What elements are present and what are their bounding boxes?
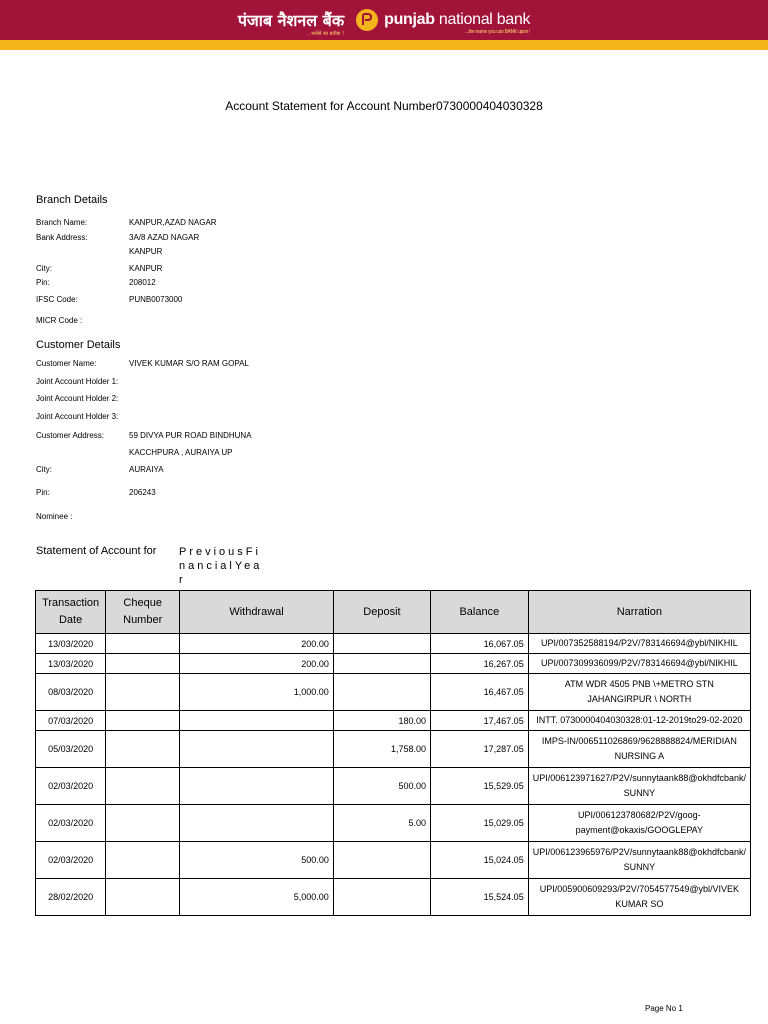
table-row <box>36 654 751 674</box>
table-row <box>36 731 751 768</box>
table-row <box>36 768 751 805</box>
header-strip <box>0 40 768 50</box>
bank-address-label: Bank Address: <box>36 233 88 242</box>
cell-cheque <box>106 634 180 654</box>
bank-name-hindi <box>237 9 345 37</box>
customer-name-label: Customer Name: <box>36 359 97 368</box>
ifsc-code-value: PUNB0073000 <box>129 295 183 304</box>
cell-withdrawal: 1,000.00 <box>180 674 334 711</box>
branch-name-label: Branch Name: <box>36 218 88 227</box>
cell-narration: UPI/006123965976/P2V/sunnytaank88@okhdfcbank/ SUNNY <box>528 842 750 879</box>
cell-narration: UPI/005900609293/P2V/7054577549@ybl/VIVEK KUMAR SO <box>528 879 750 916</box>
cell-withdrawal <box>180 768 334 805</box>
cell-deposit <box>333 634 430 654</box>
cell-date: 28/02/2020 <box>36 879 106 916</box>
cell-deposit: 1,758.00 <box>333 731 430 768</box>
cell-date: 13/03/2020 <box>36 654 106 674</box>
branch-name-value: KANPUR,AZAD NAGAR <box>129 218 217 227</box>
column-deposit: Deposit <box>333 591 430 634</box>
bank-name-english-prefix: punjab <box>384 11 435 28</box>
cell-narration: INTT. 0730000404030328:01-12-2019to29-02-2020 <box>528 711 750 731</box>
customer-pin-value: 206243 <box>129 488 156 497</box>
cell-narration: UPI/006123780682/P2V/goog- payment@okaxis/GOOGLEPAY <box>528 805 750 842</box>
statement-period-value: PreviousFinancialYear <box>179 546 263 586</box>
branch-city-value: KANPUR <box>129 264 163 273</box>
cell-deposit <box>333 842 430 879</box>
table-header-row <box>36 591 751 634</box>
customer-pin-label: Pin: <box>36 488 50 497</box>
branch-pin-value: 208012 <box>129 278 156 287</box>
table-row <box>36 711 751 731</box>
bank-name-english <box>384 11 531 35</box>
table-row <box>36 842 751 879</box>
cell-deposit <box>333 879 430 916</box>
cell-deposit: 500.00 <box>333 768 430 805</box>
bank-address-line1: 3A/8 AZAD NAGAR <box>129 233 200 242</box>
cell-balance: 16,467.05 <box>431 674 529 711</box>
customer-address-line2: KACCHPURA , AURAIYA UP <box>129 448 233 457</box>
cell-balance: 16,267.05 <box>431 654 529 674</box>
cell-date: 07/03/2020 <box>36 711 106 731</box>
cell-balance: 17,467.05 <box>431 711 529 731</box>
customer-address-label: Customer Address: <box>36 431 105 440</box>
table-row <box>36 634 751 654</box>
branch-pin-label: Pin: <box>36 278 50 287</box>
cell-balance: 15,529.05 <box>431 768 529 805</box>
cell-withdrawal: 500.00 <box>180 842 334 879</box>
page-number: Page No 1 <box>645 1004 683 1013</box>
cell-cheque <box>106 805 180 842</box>
customer-details-heading: Customer Details <box>36 339 121 351</box>
cell-narration: UPI/006123971627/P2V/sunnytaank88@okhdfcbank/ SUNNY <box>528 768 750 805</box>
joint-holder-1-label: Joint Account Holder 1: <box>36 377 119 386</box>
column-narration: Narration <box>528 591 750 634</box>
cell-deposit: 180.00 <box>333 711 430 731</box>
cell-narration: ATM WDR 4505 PNB \+METRO STN JAHANGIRPUR \ NORTH <box>528 674 750 711</box>
customer-city-label: City: <box>36 465 52 474</box>
cell-cheque <box>106 842 180 879</box>
cell-narration: UPI/007309936099/P2V/783146694@ybl/NIKHIL <box>528 654 750 674</box>
cell-narration: UPI/007352588194/P2V/783146694@ybl/NIKHIL <box>528 634 750 654</box>
table-row <box>36 879 751 916</box>
cell-balance: 15,524.05 <box>431 879 529 916</box>
cell-withdrawal: 5,000.00 <box>180 879 334 916</box>
joint-holder-2-label: Joint Account Holder 2: <box>36 394 119 403</box>
column-transaction-date: Transaction Date <box>36 591 106 634</box>
pnb-emblem-icon <box>356 9 378 31</box>
column-cheque-number: Cheque Number <box>106 591 180 634</box>
cell-date: 05/03/2020 <box>36 731 106 768</box>
cell-cheque <box>106 731 180 768</box>
cell-withdrawal <box>180 711 334 731</box>
cell-cheque <box>106 879 180 916</box>
cell-balance: 17,287.05 <box>431 731 529 768</box>
hindi-tagline: ...भरोसे का प्रतीक ! <box>306 31 345 37</box>
cell-deposit <box>333 674 430 711</box>
statement-period-label: Statement of Account for <box>36 545 157 557</box>
cell-withdrawal: 200.00 <box>180 654 334 674</box>
table-row <box>36 805 751 842</box>
cell-withdrawal: 200.00 <box>180 634 334 654</box>
table-row <box>36 674 751 711</box>
cell-balance: 15,029.05 <box>431 805 529 842</box>
ifsc-code-label: IFSC Code: <box>36 295 78 304</box>
cell-balance: 16,067.05 <box>431 634 529 654</box>
cell-deposit: 5.00 <box>333 805 430 842</box>
page-title: Account Statement for Account Number0730000404030328 <box>225 99 543 113</box>
branch-details-heading: Branch Details <box>36 194 108 206</box>
cell-date: 02/03/2020 <box>36 805 106 842</box>
english-tagline: ...the name you can BANK upon ! <box>465 29 531 35</box>
customer-name-value: VIVEK KUMAR S/O RAM GOPAL <box>129 359 249 368</box>
cell-date: 13/03/2020 <box>36 634 106 654</box>
cell-date: 02/03/2020 <box>36 842 106 879</box>
bank-name-english-suffix: national bank <box>434 11 531 28</box>
cell-cheque <box>106 654 180 674</box>
joint-holder-3-label: Joint Account Holder 3: <box>36 412 119 421</box>
column-balance: Balance <box>431 591 529 634</box>
nominee-label: Nominee : <box>36 512 73 521</box>
column-withdrawal: Withdrawal <box>180 591 334 634</box>
bank-logo <box>0 0 768 40</box>
micr-code-label: MICR Code : <box>36 316 83 325</box>
customer-city-value: AURAIYA <box>129 465 164 474</box>
cell-withdrawal <box>180 805 334 842</box>
cell-balance: 15,024.05 <box>431 842 529 879</box>
cell-narration: IMPS-IN/006511026869/9628888824/MERIDIAN NURSING A <box>528 731 750 768</box>
cell-deposit <box>333 654 430 674</box>
cell-withdrawal <box>180 731 334 768</box>
branch-city-label: City: <box>36 264 52 273</box>
bank-address-line2: KANPUR <box>129 247 163 256</box>
cell-date: 02/03/2020 <box>36 768 106 805</box>
cell-cheque <box>106 674 180 711</box>
transactions-table <box>35 590 751 916</box>
customer-address-line1: 59 DIVYA PUR ROAD BINDHUNA <box>129 431 252 440</box>
cell-date: 08/03/2020 <box>36 674 106 711</box>
cell-cheque <box>106 768 180 805</box>
bank-name-hindi-text: पंजाब नैशनल बैंक <box>237 11 345 30</box>
cell-cheque <box>106 711 180 731</box>
